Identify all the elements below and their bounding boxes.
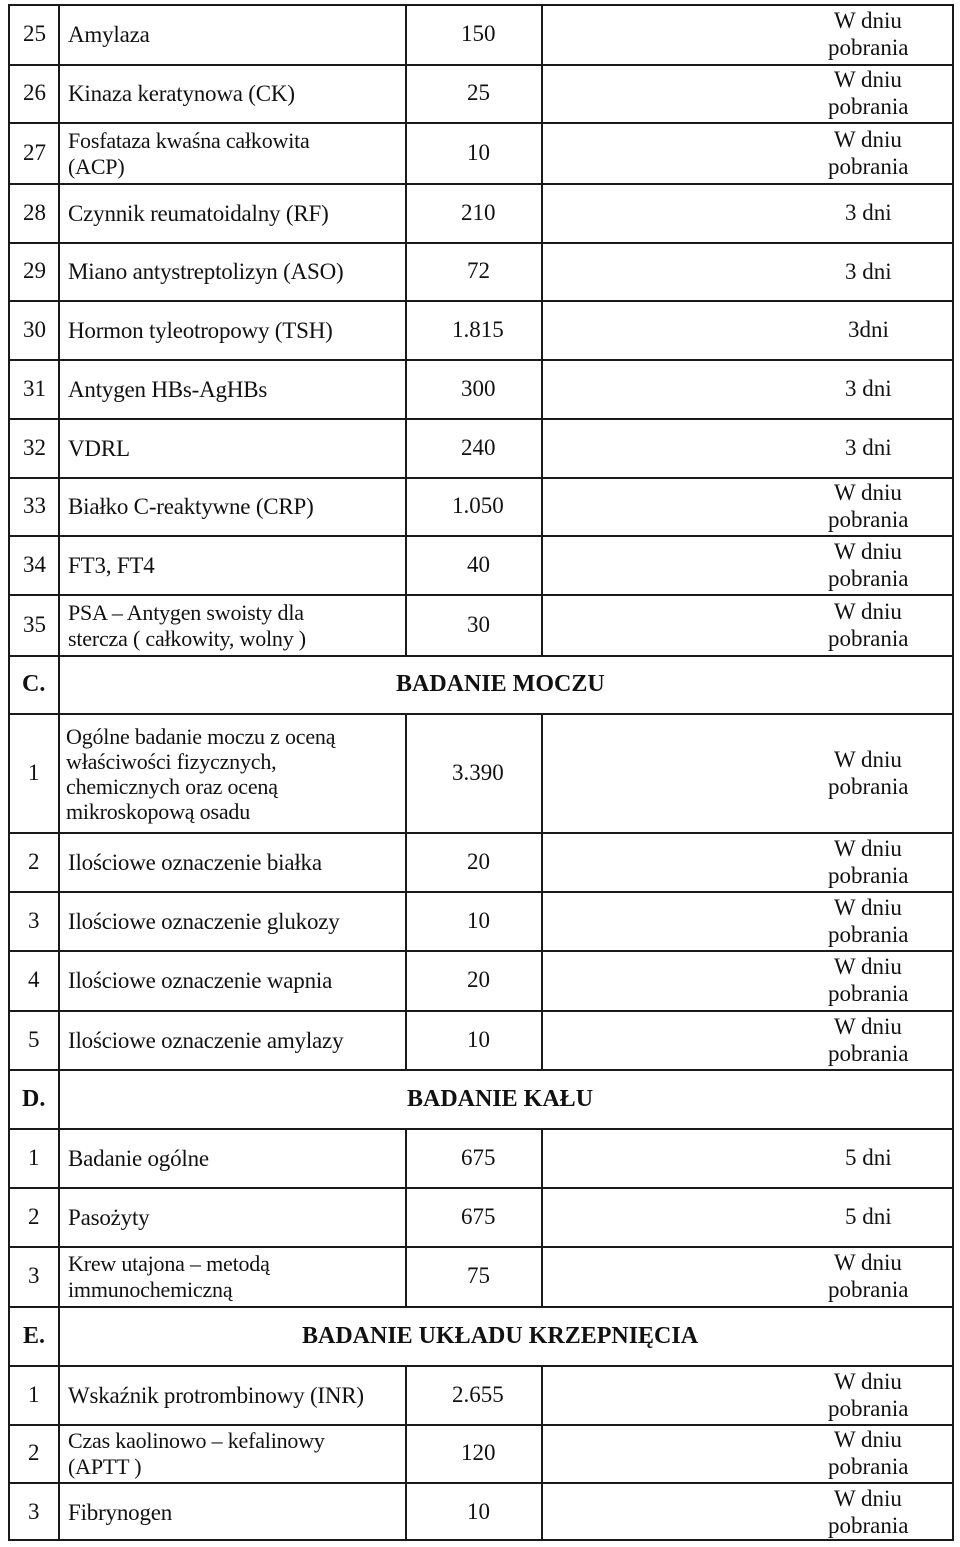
row-number: 30 <box>23 317 46 342</box>
turnaround-time: W dniu <box>834 8 902 33</box>
col-divider-name <box>405 891 407 950</box>
turnaround-time: 5 dni <box>845 1145 892 1170</box>
col-divider-no <box>58 183 60 242</box>
section-divider <box>8 655 954 657</box>
row-divider <box>8 122 954 124</box>
col-divider-value <box>541 1187 543 1246</box>
col-divider-value <box>541 713 543 832</box>
row-divider <box>8 242 954 244</box>
price-value: 25 <box>467 80 490 105</box>
test-name: Badanie ogólne <box>68 1146 209 1171</box>
row-number: 31 <box>23 376 46 401</box>
price-value: 10 <box>467 908 490 933</box>
col-divider-value <box>541 1246 543 1306</box>
test-name: Miano antystreptolizyn (ASO) <box>68 259 344 284</box>
row-number: 33 <box>23 493 46 518</box>
row-divider <box>8 418 954 420</box>
test-name: (APTT ) <box>68 1454 142 1479</box>
price-value: 300 <box>461 376 496 401</box>
turnaround-time: 5 dni <box>845 1204 892 1229</box>
col-divider-name <box>405 300 407 359</box>
col-divider-name <box>405 4 407 64</box>
col-divider-no <box>58 1246 60 1306</box>
price-value: 1.050 <box>452 493 504 518</box>
col-divider-name <box>405 1424 407 1482</box>
turnaround-time: W dniu <box>834 1014 902 1039</box>
row-number: 1 <box>28 1145 40 1170</box>
col-divider-no <box>58 950 60 1010</box>
section-letter: C. <box>22 671 46 697</box>
col-divider-name <box>405 713 407 832</box>
col-divider-value <box>541 477 543 535</box>
turnaround-time: pobrania <box>828 35 909 60</box>
col-divider-value <box>541 4 543 64</box>
price-value: 210 <box>461 200 496 225</box>
price-value: 120 <box>461 1440 496 1465</box>
turnaround-time: W dniu <box>834 127 902 152</box>
test-name: Hormon tyleotropowy (TSH) <box>68 318 333 343</box>
row-number: 28 <box>23 200 46 225</box>
test-name: Ilościowe oznaczenie glukozy <box>68 909 340 934</box>
col-divider-value <box>541 950 543 1010</box>
frame-right <box>952 4 954 1541</box>
col-divider-no <box>58 1187 60 1246</box>
test-name: Ilościowe oznaczenie amylazy <box>68 1028 344 1053</box>
turnaround-time: W dniu <box>834 480 902 505</box>
row-number: 34 <box>23 552 46 577</box>
col-divider-name <box>405 1482 407 1541</box>
row-number: 2 <box>28 1440 40 1465</box>
col-divider-no <box>58 300 60 359</box>
col-divider-no <box>58 1424 60 1482</box>
turnaround-time: pobrania <box>828 863 909 888</box>
price-value: 150 <box>461 21 496 46</box>
col-divider-name <box>405 950 407 1010</box>
turnaround-time: W dniu <box>834 1486 902 1511</box>
turnaround-time: pobrania <box>828 154 909 179</box>
col-divider-name <box>405 477 407 535</box>
col-divider-no <box>58 832 60 891</box>
section-letter-divider <box>58 1306 60 1365</box>
section-title: BADANIE UKŁADU KRZEPNIĘCIA <box>302 1323 699 1349</box>
col-divider-value <box>541 832 543 891</box>
test-name: Ogólne badanie moczu z oceną <box>66 724 336 749</box>
col-divider-name <box>405 64 407 122</box>
turnaround-time: pobrania <box>828 566 909 591</box>
section-letter: D. <box>22 1086 46 1112</box>
row-number: 3 <box>28 1263 40 1288</box>
price-value: 75 <box>467 1263 490 1288</box>
col-divider-name <box>405 1365 407 1424</box>
col-divider-no <box>58 1482 60 1541</box>
test-name: Fibrynogen <box>68 1500 173 1525</box>
col-divider-name <box>405 832 407 891</box>
price-value: 3.390 <box>452 760 504 785</box>
col-divider-value <box>541 594 543 655</box>
price-value: 240 <box>461 435 496 460</box>
frame-left <box>8 4 10 1541</box>
col-divider-no <box>58 477 60 535</box>
test-name: chemicznych oraz oceną <box>66 774 278 799</box>
col-divider-name <box>405 183 407 242</box>
test-name: Czas kaolinowo – kefalinowy <box>68 1428 325 1453</box>
section-title: BADANIE KAŁU <box>407 1086 594 1112</box>
row-divider <box>8 359 954 361</box>
row-divider <box>8 1187 954 1189</box>
turnaround-time: pobrania <box>828 94 909 119</box>
price-value: 10 <box>467 1027 490 1052</box>
col-divider-name <box>405 1246 407 1306</box>
test-name: Ilościowe oznaczenie białka <box>68 850 322 875</box>
col-divider-name <box>405 535 407 594</box>
row-number: 5 <box>28 1027 40 1052</box>
col-divider-name <box>405 122 407 183</box>
row-number: 4 <box>28 967 40 992</box>
turnaround-time: W dniu <box>834 836 902 861</box>
row-divider <box>8 1246 954 1248</box>
test-name: Krew utajona – metodą <box>68 1251 270 1276</box>
turnaround-time: W dniu <box>834 1369 902 1394</box>
col-divider-no <box>58 1128 60 1187</box>
col-divider-name <box>405 242 407 300</box>
col-divider-name <box>405 418 407 477</box>
turnaround-time: W dniu <box>834 895 902 920</box>
price-value: 72 <box>467 258 490 283</box>
row-divider <box>8 64 954 66</box>
turnaround-time: W dniu <box>834 954 902 979</box>
turnaround-time: W dniu <box>834 67 902 92</box>
turnaround-time: pobrania <box>828 922 909 947</box>
col-divider-value <box>541 242 543 300</box>
price-value: 675 <box>461 1204 496 1229</box>
col-divider-no <box>58 1365 60 1424</box>
section-header-divider <box>8 1365 954 1367</box>
row-number: 32 <box>23 435 46 460</box>
section-letter: E. <box>23 1323 46 1349</box>
col-divider-value <box>541 418 543 477</box>
row-divider <box>8 594 954 596</box>
col-divider-no <box>58 891 60 950</box>
row-number: 29 <box>23 258 46 283</box>
col-divider-no <box>58 418 60 477</box>
col-divider-value <box>541 1128 543 1187</box>
col-divider-no <box>58 1010 60 1069</box>
test-name: Fosfataza kwaśna całkowita <box>68 128 310 153</box>
row-number: 3 <box>28 908 40 933</box>
test-name: immunochemiczną <box>68 1277 233 1302</box>
test-name: VDRL <box>68 436 130 461</box>
row-divider <box>8 1010 954 1012</box>
turnaround-time: pobrania <box>828 774 909 799</box>
test-name: Ilościowe oznaczenie wapnia <box>68 968 333 993</box>
turnaround-time: W dniu <box>834 1427 902 1452</box>
col-divider-no <box>58 594 60 655</box>
row-number: 2 <box>28 1204 40 1229</box>
row-number: 25 <box>23 21 46 46</box>
section-title: BADANIE MOCZU <box>396 671 605 697</box>
price-value: 30 <box>467 612 490 637</box>
turnaround-time: pobrania <box>828 626 909 651</box>
col-divider-name <box>405 1187 407 1246</box>
price-value: 1.815 <box>452 317 504 342</box>
col-divider-no <box>58 359 60 418</box>
turnaround-time: W dniu <box>834 599 902 624</box>
row-number: 1 <box>28 760 40 785</box>
frame-top <box>8 4 954 6</box>
turnaround-time: pobrania <box>828 1513 909 1538</box>
col-divider-value <box>541 183 543 242</box>
price-value: 10 <box>467 140 490 165</box>
turnaround-time: 3 dni <box>845 376 892 401</box>
row-divider <box>8 1482 954 1484</box>
col-divider-value <box>541 891 543 950</box>
test-name: (ACP) <box>68 154 125 179</box>
col-divider-no <box>58 4 60 64</box>
turnaround-time: pobrania <box>828 1396 909 1421</box>
test-name: Antygen HBs-AgHBs <box>68 377 268 402</box>
row-divider <box>8 300 954 302</box>
col-divider-value <box>541 1365 543 1424</box>
row-divider <box>8 891 954 893</box>
col-divider-no <box>58 242 60 300</box>
turnaround-time: pobrania <box>828 981 909 1006</box>
section-divider <box>8 1306 954 1308</box>
col-divider-value <box>541 64 543 122</box>
row-number: 2 <box>28 849 40 874</box>
price-value: 20 <box>467 967 490 992</box>
test-name: Wskaźnik protrombinowy (INR) <box>68 1383 364 1408</box>
turnaround-time: W dniu <box>834 747 902 772</box>
col-divider-value <box>541 1010 543 1069</box>
test-name: FT3, FT4 <box>68 553 155 578</box>
section-divider <box>8 1069 954 1071</box>
row-divider <box>8 477 954 479</box>
test-name: Kinaza keratynowa (CK) <box>68 81 295 106</box>
frame-bottom <box>8 1539 954 1541</box>
test-name: Białko C-reaktywne (CRP) <box>68 494 314 519</box>
row-divider <box>8 535 954 537</box>
col-divider-value <box>541 122 543 183</box>
price-value: 10 <box>467 1499 490 1524</box>
turnaround-time: W dniu <box>834 1250 902 1275</box>
test-name: mikroskopową osadu <box>66 799 250 824</box>
row-number: 1 <box>28 1382 40 1407</box>
col-divider-name <box>405 1128 407 1187</box>
col-divider-no <box>58 64 60 122</box>
col-divider-value <box>541 535 543 594</box>
test-name: Amylaza <box>68 22 150 47</box>
price-value: 20 <box>467 849 490 874</box>
col-divider-name <box>405 359 407 418</box>
test-name: właściwości fizycznych, <box>66 749 277 774</box>
col-divider-no <box>58 535 60 594</box>
row-number: 26 <box>23 80 46 105</box>
turnaround-time: 3 dni <box>845 200 892 225</box>
turnaround-time: pobrania <box>828 1454 909 1479</box>
section-letter-divider <box>58 1069 60 1128</box>
section-header-divider <box>8 1128 954 1130</box>
col-divider-no <box>58 713 60 832</box>
turnaround-time: 3dni <box>848 317 889 342</box>
col-divider-value <box>541 1424 543 1482</box>
col-divider-name <box>405 1010 407 1069</box>
col-divider-value <box>541 300 543 359</box>
test-name: stercza ( całkowity, wolny ) <box>68 626 306 651</box>
price-value: 2.655 <box>452 1382 504 1407</box>
row-divider <box>8 183 954 185</box>
col-divider-value <box>541 359 543 418</box>
col-divider-no <box>58 122 60 183</box>
row-number: 35 <box>23 612 46 637</box>
section-letter-divider <box>58 655 60 713</box>
row-number: 3 <box>28 1499 40 1524</box>
col-divider-name <box>405 594 407 655</box>
turnaround-time: 3 dni <box>845 435 892 460</box>
turnaround-time: 3 dni <box>845 259 892 284</box>
turnaround-time: W dniu <box>834 539 902 564</box>
turnaround-time: pobrania <box>828 1041 909 1066</box>
turnaround-time: pobrania <box>828 1277 909 1302</box>
row-divider <box>8 832 954 834</box>
col-divider-value <box>541 1482 543 1541</box>
test-name: Czynnik reumatoidalny (RF) <box>68 201 329 226</box>
row-number: 27 <box>23 140 46 165</box>
price-value: 40 <box>467 552 490 577</box>
row-divider <box>8 950 954 952</box>
turnaround-time: pobrania <box>828 507 909 532</box>
price-value: 675 <box>461 1145 496 1170</box>
test-name: Pasożyty <box>68 1205 150 1230</box>
row-divider <box>8 1424 954 1426</box>
test-name: PSA – Antygen swoisty dla <box>68 600 304 625</box>
section-header-divider <box>8 713 954 715</box>
